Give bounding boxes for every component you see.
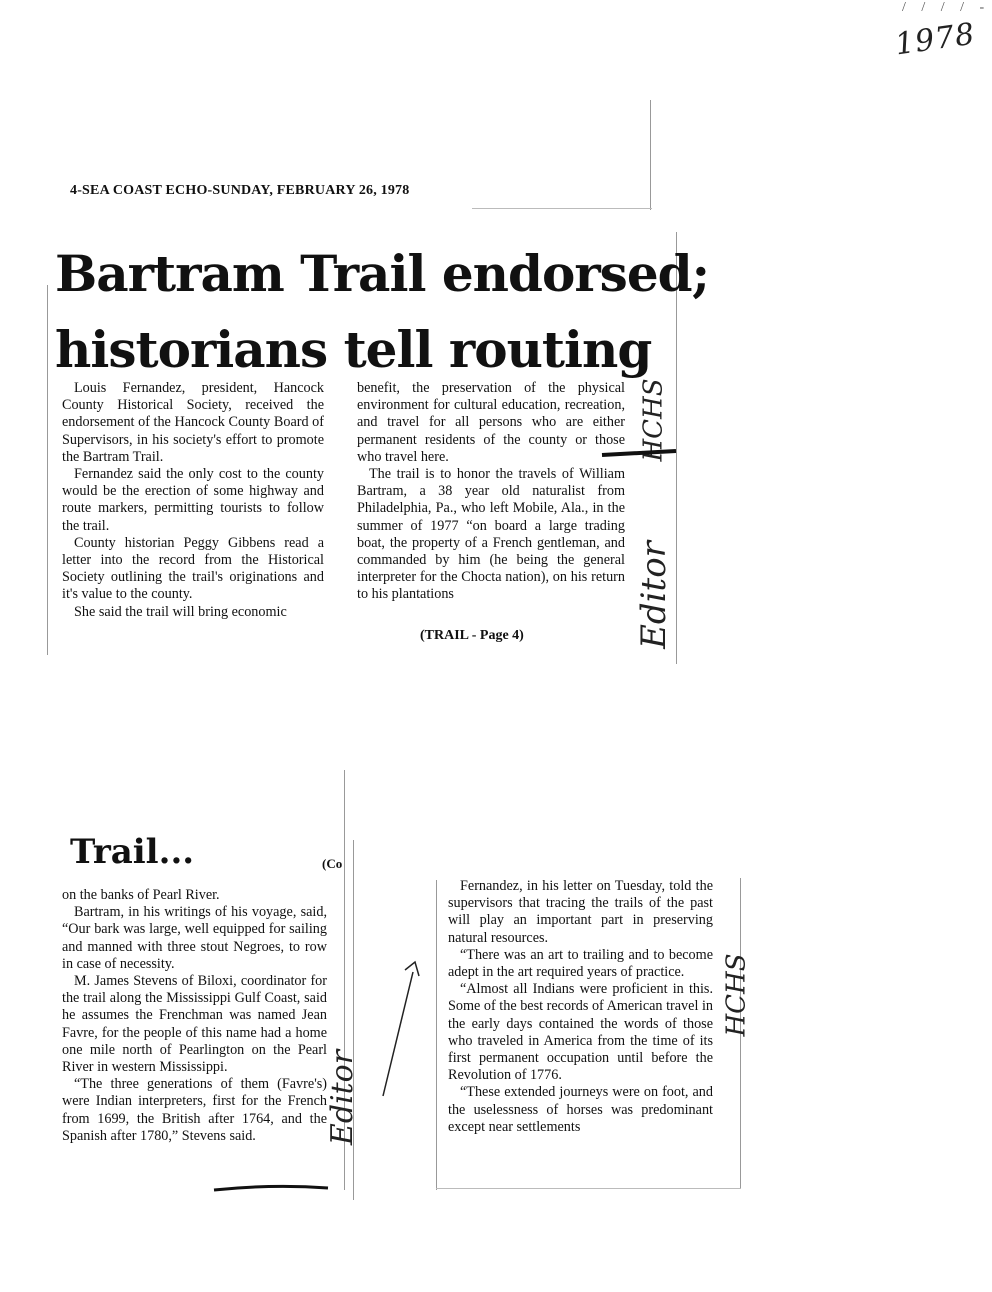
clipping3-edge-bottom	[436, 1188, 741, 1189]
paragraph: M. James Stevens of Biloxi, coordinator for the trail along the Mississippi Gulf Coast, said he assumes the Frenchman was named Jean Favre, for the people of this name had a home one mile north of Pearlington on the Pearl River in western Mississippi.	[62, 973, 327, 1076]
paragraph: County historian Peggy Gibbens read a letter into the record from the Historical Society outlining the trail's originations and it's value to the county.	[62, 534, 324, 603]
paragraph: Fernandez said the only cost to the county would be the erection of some highway and route markers, permitting tourists to follow the trail.	[62, 466, 324, 534]
article2-column-1	[62, 887, 327, 1145]
headline-line-1: Bartram Trail endorsed;	[55, 244, 710, 303]
handwritten-editor-note-2: Editor	[325, 1049, 361, 1146]
headline-line-2: historians tell routing	[55, 320, 652, 379]
paragraph: Louis Fernandez, president, Hancock County Historical Society, received the endorsement of the Hancock County Board of Supervisors, in his society's effort to promote the Bartram Trail.	[62, 380, 324, 465]
paragraph: Bartram, in his writings of his voyage, said, “Our bark was large, well equipped for sailing and manned with three stout Negroes, to row in case of necessity.	[62, 904, 327, 972]
handwritten-ticks: / / / / -	[902, 0, 991, 15]
handwritten-year: 1978	[892, 16, 978, 63]
paragraph: “These extended journeys were on foot, and the uselessness of horses was predominant except near settlements	[448, 1084, 713, 1135]
headline	[55, 236, 709, 388]
continuation-headline: Trail...	[70, 832, 195, 872]
handwritten-arrow-icon	[375, 960, 435, 1100]
jump-line: (TRAIL - Page 4)	[420, 628, 524, 643]
paragraph: The trail is to honor the travels of William Bartram, a 38 year old naturalist from Philadelphia, Pa., who left Mobile, Ala., in the summer of 1977 “on board a large trading boat, the property of a French gentleman, and commanded by him (he being the general interpreter for the Chocta nation), on his return to his plantations	[357, 466, 625, 603]
handwritten-underline-mark-2	[212, 1180, 332, 1196]
paragraph: Fernandez, in his letter on Tuesday, told the supervisors that tracing the trails of the past will play an important part in preserving natural resources.	[448, 878, 713, 946]
article1-column-2	[357, 380, 625, 604]
handwritten-underline-mark	[600, 446, 680, 460]
clipping-edge-top	[472, 208, 652, 209]
clipping-edge-top-right	[650, 100, 651, 210]
clipping2-edge-right-outer	[353, 840, 354, 1200]
handwritten-hchs-note: HCHS	[638, 378, 669, 462]
handwritten-editor-note: Editor	[633, 541, 674, 649]
clipping-edge-left	[47, 285, 48, 655]
handwritten-hchs-note-2: HCHS	[721, 953, 752, 1037]
article2-column-2	[448, 878, 713, 1136]
paragraph: benefit, the preservation of the physical environment for cultural education, recreation, and travel for all persons who are either permanent residents of the county or those who travel here.	[357, 380, 625, 465]
clipping3-edge-left	[436, 880, 437, 1190]
dateline: 4-SEA COAST ECHO-SUNDAY, FEBRUARY 26, 1978	[70, 183, 410, 198]
article1-column-1	[62, 380, 324, 621]
paragraph: on the banks of Pearl River.	[62, 887, 220, 903]
paragraph: “There was an art to trailing and to become adept in the art required years of practice.	[448, 946, 713, 981]
paragraph: She said the trail will bring economic	[74, 603, 287, 620]
paragraph: “Almost all Indians were proficient in this. Some of the best records of American travel in the early days contained the words of those who traveled in America from the time of its first permanent occupation until before the Revolution of 1776.	[448, 981, 713, 1084]
continued-label: (Co	[322, 856, 343, 871]
paragraph: “The three generations of them (Favre's) were Indian interpreters, first for the French from 1699, the British after 1764, and the Spanish after 1780,” Stevens said.	[62, 1076, 327, 1144]
